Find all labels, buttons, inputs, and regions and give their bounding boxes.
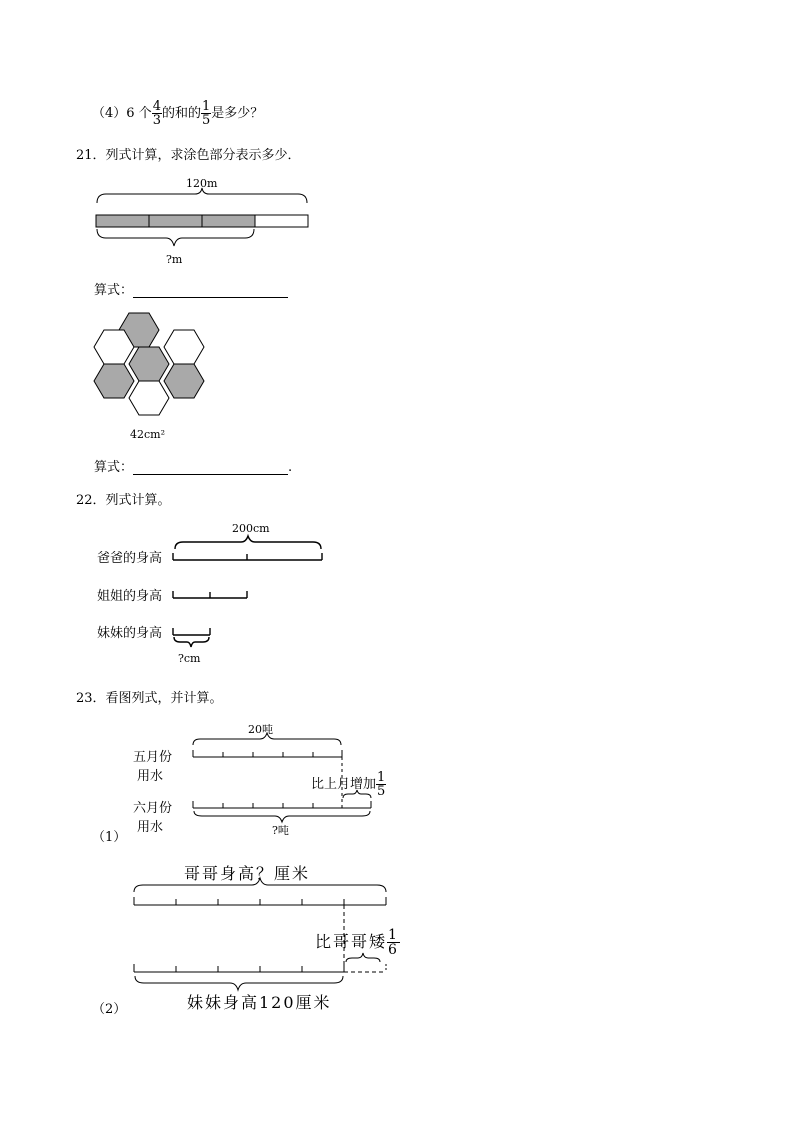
q21-bar-empty xyxy=(255,215,308,227)
q20-item4-mid: 的和的 xyxy=(161,106,201,121)
q22-row3-label: 妹妹的身高 xyxy=(97,626,163,641)
fraction-1-5: $\frac{1}{5}$ xyxy=(377,770,386,799)
q21-formula-row-2 xyxy=(94,456,292,475)
q22-bottom-brace xyxy=(174,637,209,647)
q21-fig2-label: 42cm² xyxy=(130,428,165,441)
q20-item4-prefix: （4）6 个 xyxy=(92,106,152,121)
fraction-1-6: $\frac{1}{6}$ xyxy=(388,927,399,958)
q22-title: 22．列式计算。 xyxy=(76,493,171,508)
q22-row1-label: 爸爸的身高 xyxy=(97,551,163,566)
q23-p2-compare xyxy=(315,928,400,957)
period: . xyxy=(288,460,293,475)
q22-top-brace xyxy=(175,536,321,549)
q23-p1-bottom-brace xyxy=(194,811,370,822)
q23-p1-top-label: 20吨 xyxy=(248,723,273,736)
q23-p1-row1-line1: 五月份 xyxy=(133,750,173,765)
q22-top-label: 200cm xyxy=(232,522,270,535)
fraction-4-3: $\frac{4}{3}$ xyxy=(152,99,161,128)
q23-title: 23．看图列式，并计算。 xyxy=(76,691,223,706)
q23-p1-compare xyxy=(311,771,386,798)
hexagon-shaded xyxy=(119,313,159,347)
q23-p1-row2-line1: 六月份 xyxy=(133,801,173,816)
q23-p2-bottom-brace xyxy=(135,976,343,990)
q23-p1-bottom-label: ?吨 xyxy=(272,824,289,837)
fraction-1-5: $\frac{1}{5}$ xyxy=(201,99,211,128)
q21-formula-row-1 xyxy=(94,279,288,298)
q23-p1-number: （1） xyxy=(92,830,127,845)
hexagon-white xyxy=(164,330,204,364)
q23-p1-row2-line2: 用水 xyxy=(137,820,164,835)
q21-fig1-bottom-label: ?m xyxy=(166,253,183,266)
q21-fig1-top-label: 120m xyxy=(186,177,218,190)
q21-bar-shaded xyxy=(96,215,255,227)
q22-bottom-label: ?cm xyxy=(178,652,201,665)
q21-bottom-brace xyxy=(97,229,254,246)
q23-p2-compare-text: 比哥哥矮 xyxy=(315,932,388,951)
q21-top-brace xyxy=(97,188,307,203)
hexagon-shaded xyxy=(129,347,169,381)
q23-p1-row1-line2: 用水 xyxy=(137,769,164,784)
q23-p2-number: （2） xyxy=(92,1002,127,1017)
hexagon-shaded xyxy=(164,364,204,398)
q22-row2-label: 姐姐的身高 xyxy=(97,589,163,604)
hexagon-white xyxy=(94,330,134,364)
answer-blank-1[interactable] xyxy=(133,285,288,298)
formula-label: 算式： xyxy=(94,283,134,298)
q21-title: 21．列式计算，求涂色部分表示多少． xyxy=(76,148,301,163)
q20-item4-suffix: 是多少？ xyxy=(211,106,264,121)
formula-label: 算式： xyxy=(94,460,134,475)
q23-p2-top-label: 哥哥身高？厘米 xyxy=(184,864,311,883)
hexagon-shaded xyxy=(94,364,134,398)
hexagon-white xyxy=(129,381,169,415)
q23-p2-bottom-label: 妹妹身高120厘米 xyxy=(187,993,332,1012)
q23-p1-compare-text: 比上月增加 xyxy=(311,777,377,792)
answer-blank-2[interactable] xyxy=(133,462,288,475)
q20-item4 xyxy=(92,100,263,127)
